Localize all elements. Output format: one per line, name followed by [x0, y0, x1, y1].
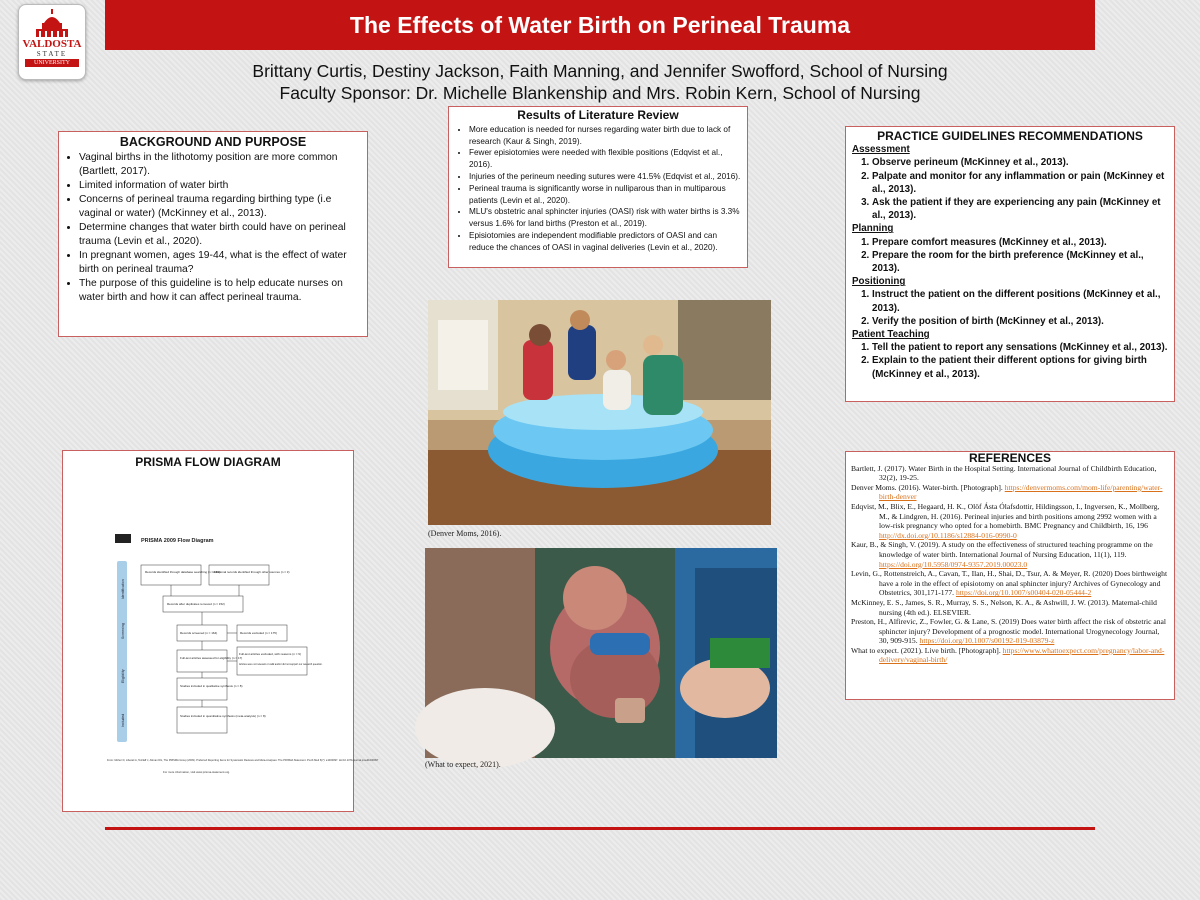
section-title-assessment: Assessment: [852, 144, 910, 156]
background-list: [65, 151, 361, 305]
prisma-box-quant: Studies included in quantitative synthesis (meta-analysis) (n = 8): [180, 714, 266, 718]
stage-label: Included: [121, 713, 125, 727]
logo-line3: UNIVERSITY: [25, 59, 79, 67]
section-title-patient-teaching: Patient Teaching: [852, 329, 930, 341]
authors-line2: Faculty Sponsor: Dr. Michelle Blankenship and Mrs. Robin Kern, School of Nursing: [279, 83, 921, 103]
list-item: 1. Observe perineum (McKinney et al., 2013).: [872, 156, 1168, 169]
reference-link[interactable]: https://doi.org/10.1007/s00404-020-05444-2: [956, 588, 1092, 598]
prisma-box-dedup: Records after duplicates removed (n = 152): [167, 602, 225, 606]
prisma-box-excluded: Records excluded (n = 175): [240, 631, 277, 635]
reference-item: Levin, G., Rottenstreich, A., Cavan, T., Ilan, H., Shai, D., Tsur, A. & Meyer, R. (2020) Does birthweight have a role in the effect of episiotomy on anal sphincter injury? Archives of Gynecology and Obstetrics, 301,171-177. https://doi.org/10.1007/s00404-020-05444-2: [851, 569, 1168, 598]
positioning-list: [852, 288, 1168, 328]
authors: [105, 60, 1095, 104]
authors-line1: Brittany Curtis, Destiny Jackson, Faith Manning, and Jennifer Swofford, School of Nursing: [252, 61, 948, 81]
list-item: • Limited information of water birth: [79, 179, 361, 193]
list-item: • Perineal trauma is significantly worse in nulliparous than in multiparous patients (Levin et al., 2020).: [469, 183, 741, 207]
reference-link[interactable]: https://doi.org/10.1007/s00192-019-03879-z: [919, 636, 1055, 646]
prisma-logo-icon: [115, 534, 131, 543]
background-heading: BACKGROUND AND PURPOSE: [119, 135, 307, 149]
reference-item: Bartlett, J. (2017). Water Birth in the Hospital Setting. International Journal of Childbirth Education, 32(2), 19-25.: [851, 463, 1157, 483]
reference-link[interactable]: https://denvermoms.com/mom-life/parenting/water-birth-denver: [879, 482, 1163, 502]
guidelines-heading: PRACTICE GUIDELINES RECOMMENDATIONS: [877, 129, 1143, 143]
photo1-caption: (Denver Moms, 2016).: [428, 529, 502, 538]
reference-item: Edqvist, M., Blix, E., Hegaard, H. K., Olöf Ásta Ólafsdottir, Hildingsson, I., Ingversen, K., Mollberg, M., & Lindgren, H. (2016). Perineal injuries and birth positions among 2992 women with a low-risk pregnancy who opted for a homebirth. BMC Pregnancy and Childbirth, 16, 196 http://dx.doi.org/10.1186/s12884-016-0990-0: [851, 501, 1160, 540]
list-item: 2. Prepare the room for the birth preference (McKinney et al., 2013).: [872, 249, 1168, 275]
prisma-box-screened: Records screened (n = 164): [180, 631, 218, 635]
list-item: 2. Palpate and monitor for any inflammation or pain (McKinney et al., 2013).: [872, 170, 1168, 196]
photo-newborn: [425, 548, 777, 758]
prisma-footer: From: Moher D, Liberati A, Tetzlaff J, Altman DG, The PRISMA Group (2009). Preferred Reporting Items for Systematic Reviews and Meta-Analyses: The PRISMA Statement. PLoS Med 6(7): e1000097. doi:10.1371/journal.pmed1000097: [107, 759, 379, 762]
list-item: 1. Instruct the patient on the different positions (McKinney et al., 2013).: [872, 288, 1168, 314]
literature-heading: Results of Literature Review: [517, 108, 679, 122]
list-item: 1. Tell the patient to report any sensations (McKinney et al., 2013).: [872, 341, 1168, 354]
list-item: • More education is needed for nurses regarding water birth due to lack of research (Kaur & Singh, 2019).: [469, 124, 741, 148]
reference-item: What to expect. (2021). Live birth. [Photograph]. https://www.whattoexpect.com/pregnancy/labor-and-delivery/vaginal-birth/: [851, 645, 1165, 665]
list-item: • Injuries of the perineum needing sutures were 41.5% (Edqvist et al., 2016).: [469, 171, 741, 183]
reference-link[interactable]: http://dx.doi.org/10.1186/s12884-016-0990-0: [879, 530, 1017, 540]
section-title-positioning: Positioning: [852, 276, 906, 288]
prisma-inner-title: PRISMA 2009 Flow Diagram: [141, 538, 214, 544]
planning-list: [852, 236, 1168, 276]
photo-birthing-pool: [428, 300, 771, 525]
list-item: • The purpose of this guideline is to help educate nurses on water birth and how it can affect perineal trauma.: [79, 277, 361, 305]
prisma-flow-diagram: [67, 469, 379, 799]
stage-label: Eligibility: [121, 669, 125, 683]
list-item: • Concerns of perineal trauma regarding birthing type (i.e vaginal or water) (McKinney et al., 2013).: [79, 193, 361, 221]
list-item: • Fewer episiotomies were needed with flexible positions (Edqvist et al., 2016).: [469, 147, 741, 171]
list-item: 2. Explain to the patient their different options for giving birth (McKinney et al., 2013).: [872, 354, 1168, 380]
section-title-planning: Planning: [852, 223, 894, 235]
prisma-box-other: Additional records identified through other sources (n = 3): [213, 570, 290, 574]
reference-link[interactable]: https://www.whattoexpect.com/pregnancy/labor-and-delivery/vaginal-birth/: [879, 645, 1165, 665]
reference-item: Denver Moms. (2016). Water-birth. [Photograph]. https://denvermoms.com/mom-life/parenting/water-birth-denver: [851, 482, 1163, 502]
background-panel: [58, 131, 368, 337]
birthing-pool-image: [428, 300, 771, 525]
prisma-box-fulltext: Full-text articles assessed for eligibility (n = 17): [180, 656, 243, 660]
prisma-box-qual: Studies included in qualitative synthesis (n = 8): [180, 684, 243, 688]
stage-label: Screening: [121, 623, 125, 639]
assessment-list: [852, 156, 1168, 222]
prisma-panel: [62, 450, 379, 812]
patient-teaching-list: [852, 341, 1168, 381]
references-heading: REFERENCES: [968, 451, 1051, 465]
reference-link[interactable]: https://doi.org/10.5958/0974-9357.2019.00023.0: [879, 559, 1028, 569]
literature-panel: [448, 106, 748, 268]
prisma-footer-link: For more information, visit www.prisma-statement.org.: [163, 770, 230, 774]
bottom-divider: [105, 827, 1095, 830]
prisma-box-db: Records identified through database searching (n = 151): [145, 570, 220, 574]
list-item: • Episiotomies are independent modifiable predictors of OASI and can reduce the chances of OASI in vaginal deliveries (Levin et al., 2020).: [469, 230, 741, 254]
list-item: 1. Prepare comfort measures (McKinney et al., 2013).: [872, 236, 1168, 249]
references-panel: [845, 451, 1175, 700]
list-item: • Determine changes that water birth could have on perineal trauma (Levin et al., 2020).: [79, 221, 361, 249]
list-item: • MLU's obstetric anal sphincter injuries (OASI) risk with water births is 3.3% versus 1.6% for land births (Preston et al., 2019).: [469, 206, 741, 230]
prisma-box-ft-excluded: Full-text articles excluded, with reasons (n = 9): [239, 652, 301, 656]
stage-label: Identification: [121, 579, 125, 599]
prisma-box-ft-reason: Articles were not relevant or valid and/or did not support our research question.: [239, 663, 323, 666]
literature-list: [455, 124, 741, 254]
logo-line1: VALDOSTA: [22, 38, 82, 50]
reference-item: Kaur, B., & Singh, V. (2019). A study on the effectiveness of structured teaching programme on the knowledge of water birth. International Journal of Nursing Education, 11(1), 119. https://doi.org/10.5958/0974-9357.2019.00023.0: [851, 540, 1153, 569]
list-item: 3. Ask the patient if they are experiencing any pain (McKinney et al., 2013).: [872, 196, 1168, 222]
poster-title: The Effects of Water Birth on Perineal Trauma: [105, 0, 1095, 50]
logo-line2: STATE: [36, 50, 68, 58]
photo2-caption: (What to expect, 2021).: [425, 760, 501, 769]
list-item: • In pregnant women, ages 19-44, what is the effect of water birth on perineal trauma?: [79, 249, 361, 277]
university-logo: [18, 4, 86, 80]
guidelines-panel: [845, 126, 1175, 402]
newborn-image: [425, 548, 777, 758]
reference-item: Preston, H., Alfirevic, Z., Fowler, G. & Lane, S. (2019) Does water birth affect the risk of obstetric anal sphincter injury? Development of a prognostic model. International Urogynecology Journal, 30, 909-915. https://doi.org/10.1007/s00192-019-03879-z: [851, 617, 1167, 646]
list-item: • Vaginal births in the lithotomy position are more common (Bartlett, 2017).: [79, 151, 361, 179]
list-item: 2. Verify the position of birth (McKinney et al., 2013).: [872, 315, 1168, 328]
dome-icon: [32, 9, 72, 39]
prisma-heading: PRISMA FLOW DIAGRAM: [135, 455, 281, 469]
reference-item: McKinney, E. S., James, S. R., Murray, S. S., Nelson, K. A., & Ashwill, J. W. (2013). Maternal-child nursing (4th ed.). ELSEVIER.: [851, 597, 1157, 617]
